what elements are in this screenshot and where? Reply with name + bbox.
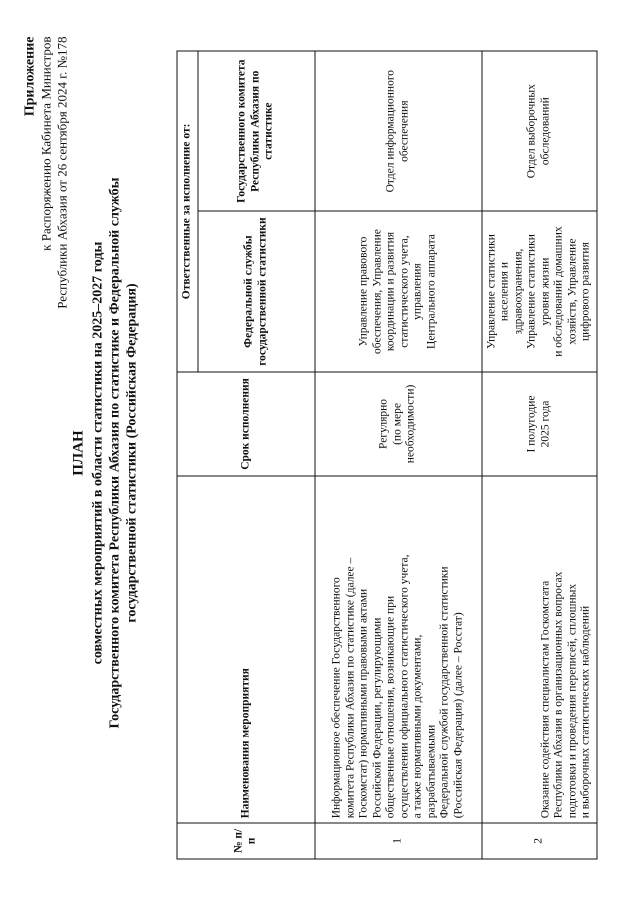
fed-line: Управление правового [357,236,369,347]
plan-subtitle-1: совместных мероприятий в области статистики на 2025–2027 годы [90,241,105,664]
plan-heading [70,0,140,905]
appendix-line-2: Республики Абхазия от 26 сентября 2024 г. №178 [54,36,69,309]
appendix-line-1: к Распоряжению Кабинета Министров [38,36,53,251]
ab-line: обеспечения [397,100,410,162]
term-line: (по мере [390,402,403,445]
cell-ab [314,51,481,211]
fed-line: статистического учета, [397,234,410,348]
cell-fed [314,211,481,371]
name-line: комитета Республики Абхазия по статистике (далее – [343,557,356,818]
name-line: а также нормативными документами, [411,634,423,818]
cell-num: 2 [481,822,596,858]
cell-term [314,371,481,475]
term-line: Регулярно [377,398,390,449]
name-line: Федеральной службой государственной статистики [438,565,450,818]
name-line: осуществлении официального статистического учета, [397,553,410,818]
fed-line: Управление статистики [525,233,537,349]
cell-name [481,476,596,823]
name-line: и выборочных статистических наблюдений [579,605,591,818]
ab-line: Отдел выборочных [525,83,537,178]
cell-fed [481,211,596,371]
name-line: Информационное обеспечение Государственного [330,576,342,818]
term-line: I полугодие [525,395,537,452]
cell-ab [481,51,596,211]
cell-term [481,371,596,475]
name-line: разрабатываемыми [424,724,437,818]
fed-line: и обследований домашних [552,225,564,357]
appendix-block [22,36,70,396]
appendix-title: Приложение [22,36,37,116]
header-term: Срок исполнения [177,371,315,475]
fed-line: управления [411,262,423,320]
fed-line: населения и [498,261,510,321]
fed-line: цифрового развития [579,241,591,341]
term-line: необходимости) [404,384,417,463]
name-line: (Российская Федерация) (далее – Росстат) [451,611,464,818]
term-line: 2025 года [538,400,551,447]
fed-line: координации и развития [384,231,396,351]
fed-line: здравоохранения, [511,248,524,335]
name-line: Республики Абхазия в организационных вопросах [552,571,564,818]
header-responsible: Ответственные за исполнение от: [177,51,198,372]
fed-line: обеспечения, Управление [370,228,383,354]
fed-line: хозяйств, Управление [565,238,578,345]
ab-line: Отдел информационного [384,69,396,192]
plan-title: ПЛАН [70,429,86,476]
header-num: № п/п [177,822,315,858]
header-fed: Федеральной службы государственной статистики [197,211,314,371]
name-line: Оказание содействия специалистам Госкомстата [538,580,551,818]
header-name: Наименования мероприятия [177,476,315,823]
name-line: Госкомстат) нормативными правовыми актами [357,588,369,818]
name-line: Российской Федерации, регулирующими [370,617,383,818]
cell-name [314,476,481,823]
plan-subtitle-2: Государственного комитета Республики Абхазия по статистике и Федеральной службы [107,176,122,729]
name-line: общественные отношения, возникающие при [384,595,396,818]
fed-line: Центрального аппарата [424,233,437,349]
table-body [314,51,596,859]
header-ab: Государственного комитета Республики Абхазия по статистике [197,51,314,211]
cell-num: 1 [314,822,481,858]
fed-line: уровня жизни [538,257,551,326]
table-row [314,51,481,859]
fed-line: Управление статистики [484,233,497,349]
name-line: подготовки и проведения переписей, сплошных [565,583,578,818]
plan-table [176,50,597,859]
plan-subtitle-3: государственной статистики (Российская Федерация) [124,282,139,623]
table-row [481,51,596,859]
ab-line: обследований [538,96,551,165]
